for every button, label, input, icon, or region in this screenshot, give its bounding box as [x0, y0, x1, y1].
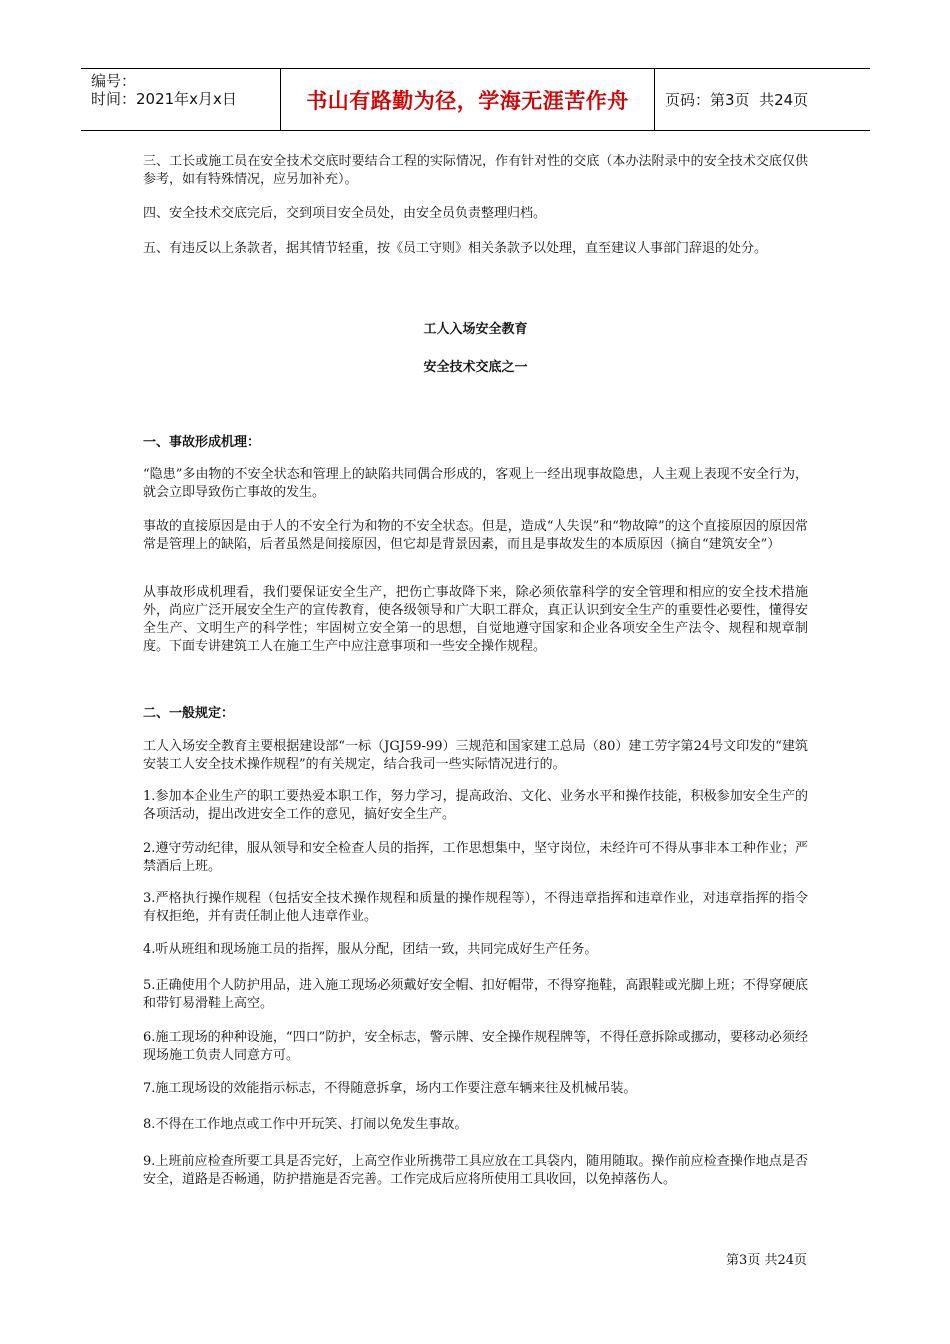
header-page-info-text: 页码：第3页 共24页 [665, 91, 809, 109]
section-heading-general-rules: 二、一般规定： [143, 706, 235, 721]
rule-item: 2.遵守劳动纪律，服从领导和安全检查人员的指挥，工作思想集中，坚守岗位，未经许可不得从事非本工种作业；严禁酒后上班。 [143, 841, 808, 874]
header-number-label: 编号： [91, 72, 137, 90]
document-subtitle: 安全技术交底之一 [423, 360, 528, 375]
section2-intro: 工人入场安全教育主要根据建设部“一标（JGJ59-99）三规范和国家建工总局（80）建工劳字第24号文印发的“建筑安装工人安全技术操作规程”的有关规定，结合我司一些实际情况进行的。 [143, 739, 808, 772]
header-time-label: 时间：2021年x月x日 [91, 90, 237, 108]
section1-paragraph: 从事故形成机理看，我们要保证安全生产，把伤亡事故降下来，除必须依靠科学的安全管理和相应的安全技术措施外，尚应广泛开展安全生产的宣传教育，使各级领导和广大职工群众，真正认识到安全生产的重要性必要性，懂得安全生产、文明生产的科学性；牢固树立安全第一的思想，自觉地遵守国家和企业各项安全生产法令、规程和规章制度。下面专讲建筑工人在施工生产中应注意事项和一些安全操作规程。 [143, 585, 808, 654]
rule-item: 4.听从班组和现场施工员的指挥，服从分配，团结一致，共同完成好生产任务。 [143, 942, 598, 957]
rule-item: 8.不得在工作地点或工作中开玩笑、打闹以免发生事故。 [143, 1117, 468, 1132]
paragraph-4: 四、安全技术交底完后，交到项目安全员处，由安全员负责整理归档。 [143, 206, 547, 221]
section1-paragraph: 事故的直接原因是由于人的不安全行为和物的不安全状态。但是，造成“人失误”和“物故障”的这个直接原因的原因常常是管理上的缺陷，后者虽然是间接原因，但它却是背景因素，而且是事故发生的本质原因（摘自“建筑安全”） [143, 519, 808, 552]
section1-paragraph: “隐患”多由物的不安全状态和管理上的缺陷共同偶合形成的，客观上一经出现事故隐患，人主观上表现不安全行为，就会立即导致伤亡事故的发生。 [143, 467, 808, 500]
rule-item: 1.参加本企业生产的职工要热爱本职工作，努力学习，提高政治、文化、业务水平和操作技能，积极参加安全生产的各项活动，提出改进安全工作的意见，搞好安全生产。 [143, 789, 808, 822]
header-motto: 书山有路勤为径，学海无涯苦作舟 [281, 69, 655, 130]
rule-item: 6.施工现场的种种设施，“四口”防护，安全标志，警示牌、安全操作规程牌等，不得任意拆除或挪动，要移动必须经现场施工负责人同意方可。 [143, 1030, 808, 1063]
rule-item: 3.严格执行操作规程（包括安全技术操作规程和质量的操作规程等），不得违章指挥和违章作业，对违章指挥的指令有权拒绝，并有责任制止他人违章作业。 [143, 891, 808, 924]
paragraph-3: 三、工长或施工员在安全技术交底时要结合工程的实际情况，作有针对性的交底（本办法附录中的安全技术交底仅供参考，如有特殊情况，应另加补充）。 [143, 154, 808, 187]
header-meta [81, 69, 281, 130]
page-header [81, 68, 870, 131]
header-page-info [655, 69, 870, 130]
rule-item: 9.上班前应检查所要工具是否完好，上高空作业所携带工具应放在工具袋内，随用随取。操作前应检查操作地点是否安全，道路是否畅通，防护措施是否完善。工作完成后应将所使用工具收回，以免掉落伤人。 [143, 1154, 808, 1187]
section-heading-accident-mechanism: 一、事故形成机理： [143, 435, 261, 450]
page-footer: 第3页 共24页 [726, 1253, 807, 1268]
rule-item: 7.施工现场设的效能指示标志，不得随意拆拿，场内工作要注意车辆来往及机械吊装。 [143, 1081, 637, 1096]
rule-item: 5.正确使用个人防护用品，进入施工现场必须戴好安全帽、扣好帽带，不得穿拖鞋，高跟鞋或光脚上班；不得穿硬底和带钉易滑鞋上高空。 [143, 978, 808, 1011]
document-title: 工人入场安全教育 [423, 322, 528, 337]
paragraph-5: 五、有违反以上条款者，据其情节轻重，按《员工守则》相关条款予以处理，直至建议人事部门辞退的处分。 [143, 241, 768, 256]
